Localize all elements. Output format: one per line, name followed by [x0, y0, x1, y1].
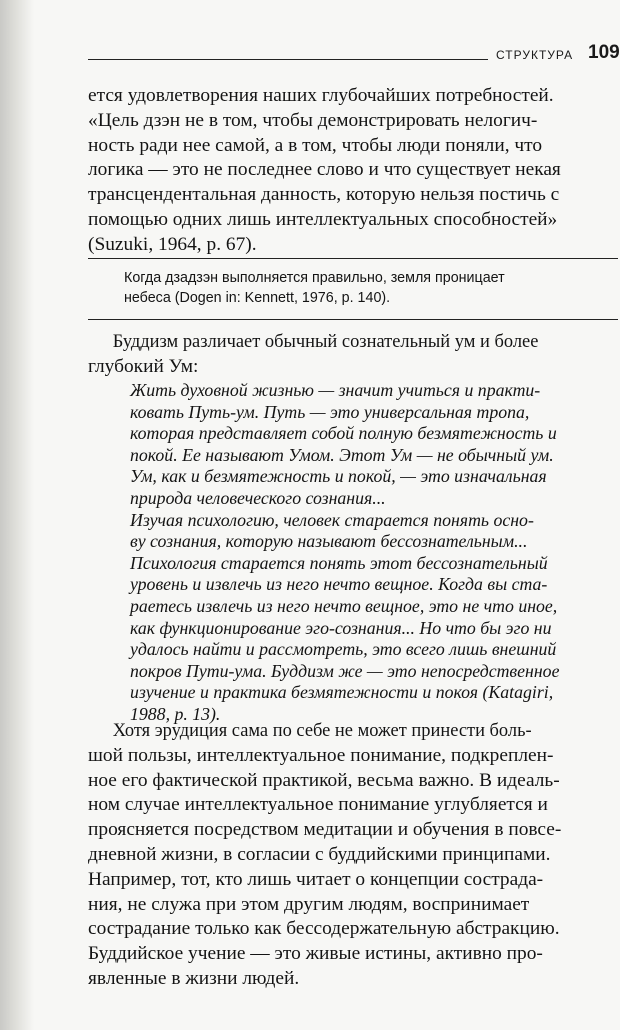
text-line: ния, не служа при этом другим людям, воспринимает — [88, 893, 530, 915]
text-line: глубокий Ум: — [88, 355, 199, 377]
quote-line: покров Пути-ума. Буддизм же — это непосредственное — [130, 660, 560, 681]
quote-line: уровень и извлечь из него нечто вещное. Когда вы ста- — [130, 574, 548, 595]
paragraph-2 — [88, 330, 618, 380]
text-line: шой пользы, интеллектуальное понимание, подкреплен- — [88, 744, 554, 766]
epigraph-line: Когда дзадзэн выполняется правильно, земля проницает — [124, 270, 505, 286]
text-line: «Цель дзэн не в том, чтобы демонстрировать нелогич- — [88, 109, 538, 131]
quote-line: Психология старается понять этот бессознательный — [130, 552, 548, 573]
text-line: Буддизм различает обычный сознательный ум и более — [112, 331, 539, 352]
quote-line: Изучая психологию, человек старается понять осно- — [130, 509, 534, 530]
text-line: сострадание только как бессодержательную абстракцию. — [88, 918, 560, 940]
text-line: помощью одних лишь интеллектуальных способностей» — [88, 208, 558, 230]
quote-line: Жить духовной жизнью — значит учиться и практи- — [130, 380, 541, 400]
header-rule — [88, 59, 488, 60]
section-title: СТРУКТУРА — [496, 48, 574, 62]
epigraph-box — [88, 258, 618, 320]
page-gutter-shadow — [0, 0, 34, 1030]
paragraph-1 — [88, 84, 618, 258]
quote-line: 1988, p. 13). — [130, 703, 221, 724]
text-line: (Suzuki, 1964, p. 67). — [88, 233, 257, 255]
text-line: проясняется посредством медитации и обучения в повсе- — [88, 819, 562, 841]
block-quote — [130, 380, 618, 726]
text-line: ном случае интеллектуальное понимание углубляется и — [88, 794, 548, 816]
quote-line: изучение и практика безмятежности и покоя (Katagiri, — [130, 682, 554, 703]
quote-line: покой. Ее называют Умом. Этот Ум — не обычный ум. — [130, 444, 554, 465]
quote-line: природа человеческого сознания... — [130, 487, 386, 508]
page-number: 109 — [588, 42, 620, 63]
quote-line: Ум, как и безмятежность и покой, — это изначальная — [130, 466, 547, 487]
paragraph-3 — [88, 719, 618, 992]
quote-line: раетесь извлечь из него нечто вещное, это не что иное, — [130, 595, 558, 616]
running-header — [88, 42, 620, 72]
text-line: ность ради нее самой, а в том, чтобы люди поняли, что — [88, 134, 543, 156]
text-line: Буддийское учение — это живые истины, активно про- — [88, 943, 543, 965]
text-line: Хотя эрудиция сама по себе не может принести боль- — [112, 720, 532, 741]
text-line: Например, тот, кто лишь читает о концепции сострада- — [88, 868, 544, 890]
quote-line: ковать Путь-ум. Путь — это универсальная тропа, — [130, 401, 530, 422]
text-line: явленные в жизни людей. — [88, 967, 300, 989]
text-line: логика — это не последнее слово и что существует некая — [88, 159, 561, 181]
text-line: трансцендентальная данность, которую нельзя постичь с — [88, 184, 560, 206]
epigraph-line: небеса (Dogen in: Kennett, 1976, p. 140). — [124, 289, 391, 306]
quote-line: удалось найти и рассмотреть, это всего лишь внешний — [130, 639, 557, 660]
text-line: ное его фактической практикой, весьма важно. В идеаль- — [88, 769, 560, 791]
text-line: дневной жизни, в согласии с буддийскими принципами. — [88, 843, 551, 865]
quote-line: которая представляет собой полную безмятежность и — [130, 423, 557, 444]
quote-line: ву сознания, которую называют бессознательным... — [130, 531, 528, 552]
text-line: ется удовлетворения наших глубочайших потребностей. — [88, 85, 554, 106]
quote-line: как функционирование эго-сознания... Но что бы эго ни — [130, 617, 552, 638]
